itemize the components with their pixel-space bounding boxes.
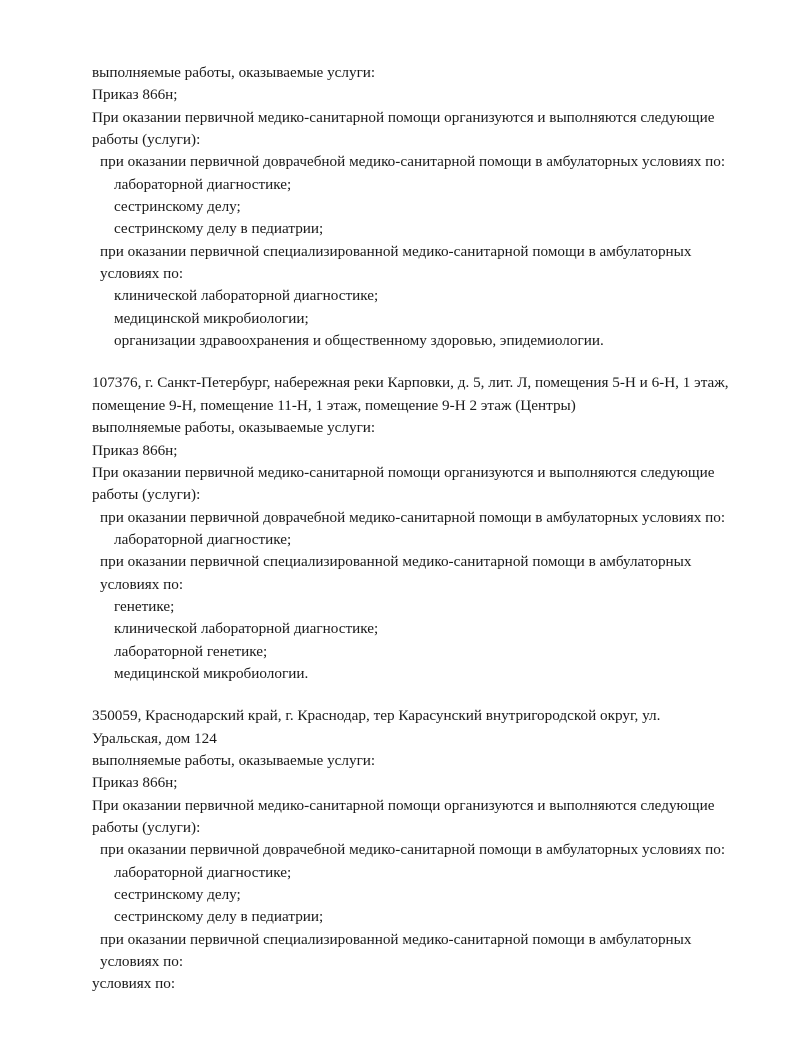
document-line: лабораторной диагностике; — [114, 530, 292, 548]
document-line: При оказании первичной медико-санитарной помощи организуются и выполняются следующие работы (услуги): — [92, 796, 719, 836]
text-block — [92, 372, 733, 685]
document-line: при оказании первичной доврачебной медико-санитарной помощи в амбулаторных условиях по: — [100, 153, 726, 171]
document-line: Приказ 866н; — [92, 774, 178, 792]
document-line: генетике; — [114, 597, 175, 615]
document-line: лабораторной диагностике; — [114, 175, 292, 193]
text-block — [92, 705, 733, 995]
document-line: сестринскому делу в педиатрии; — [114, 220, 324, 238]
document-line: клинической лабораторной диагностике; — [114, 287, 379, 305]
document-line: сестринскому делу; — [114, 198, 241, 216]
document-line: сестринскому делу; — [114, 886, 241, 904]
document-line: При оказании первичной медико-санитарной помощи организуются и выполняются следующие работы (услуги): — [92, 108, 719, 149]
document-line: выполняемые работы, оказываемые услуги: — [92, 419, 376, 437]
document-line: организации здравоохранения и общественному здоровью, эпидемиологии. — [114, 332, 604, 350]
document-line: при оказании первичной специализированной медико-санитарной помощи в амбулаторных условиях по: — [100, 930, 696, 971]
document-line: медицинской микробиологии; — [114, 309, 309, 327]
document-line: условиях по: — [92, 975, 176, 993]
document-line: При оказании первичной медико-санитарной помощи организуются и выполняются следующие работы (услуги): — [92, 463, 719, 504]
document-line: выполняемые работы, оказываемые услуги: — [92, 64, 376, 81]
document-line: сестринскому делу в педиатрии; — [114, 908, 324, 926]
document-line: клинической лабораторной диагностике; — [114, 620, 379, 638]
document-line: при оказании первичной специализированной медико-санитарной помощи в амбулаторных условиях по: — [100, 553, 696, 593]
document-line: при оказании первичной доврачебной медико-санитарной помощи в амбулаторных условиях по: — [100, 508, 726, 526]
document-line-address: 350059, Краснодарский край, г. Краснодар, тер Карасунский внутригородской округ, ул. Уральская, дом 124 — [92, 707, 665, 747]
document-line: лабораторной диагностике; — [114, 863, 292, 881]
document-line: Приказ 866н; — [92, 441, 178, 459]
document-line: выполняемые работы, оказываемые услуги: — [92, 751, 376, 769]
document-line: при оказании первичной специализированной медико-санитарной помощи в амбулаторных условиях по: — [100, 242, 696, 283]
document-line-address: 107376, г. Санкт-Петербург, набережная реки Карповки, д. 5, лит. Л, помещения 5-Н и 6-Н, 1 этаж, помещение 9-Н, помещение 11-Н, 1 этаж, помещение 9-Н 2 этаж (Центры) — [92, 374, 733, 414]
document-line: Приказ 866н; — [92, 86, 178, 104]
document-line: при оказании первичной доврачебной медико-санитарной помощи в амбулаторных условиях по: — [100, 841, 726, 859]
document-body — [92, 62, 733, 996]
text-block — [92, 62, 733, 352]
document-line: лабораторной генетике; — [114, 642, 268, 660]
document-line: медицинской микробиологии. — [114, 664, 309, 682]
